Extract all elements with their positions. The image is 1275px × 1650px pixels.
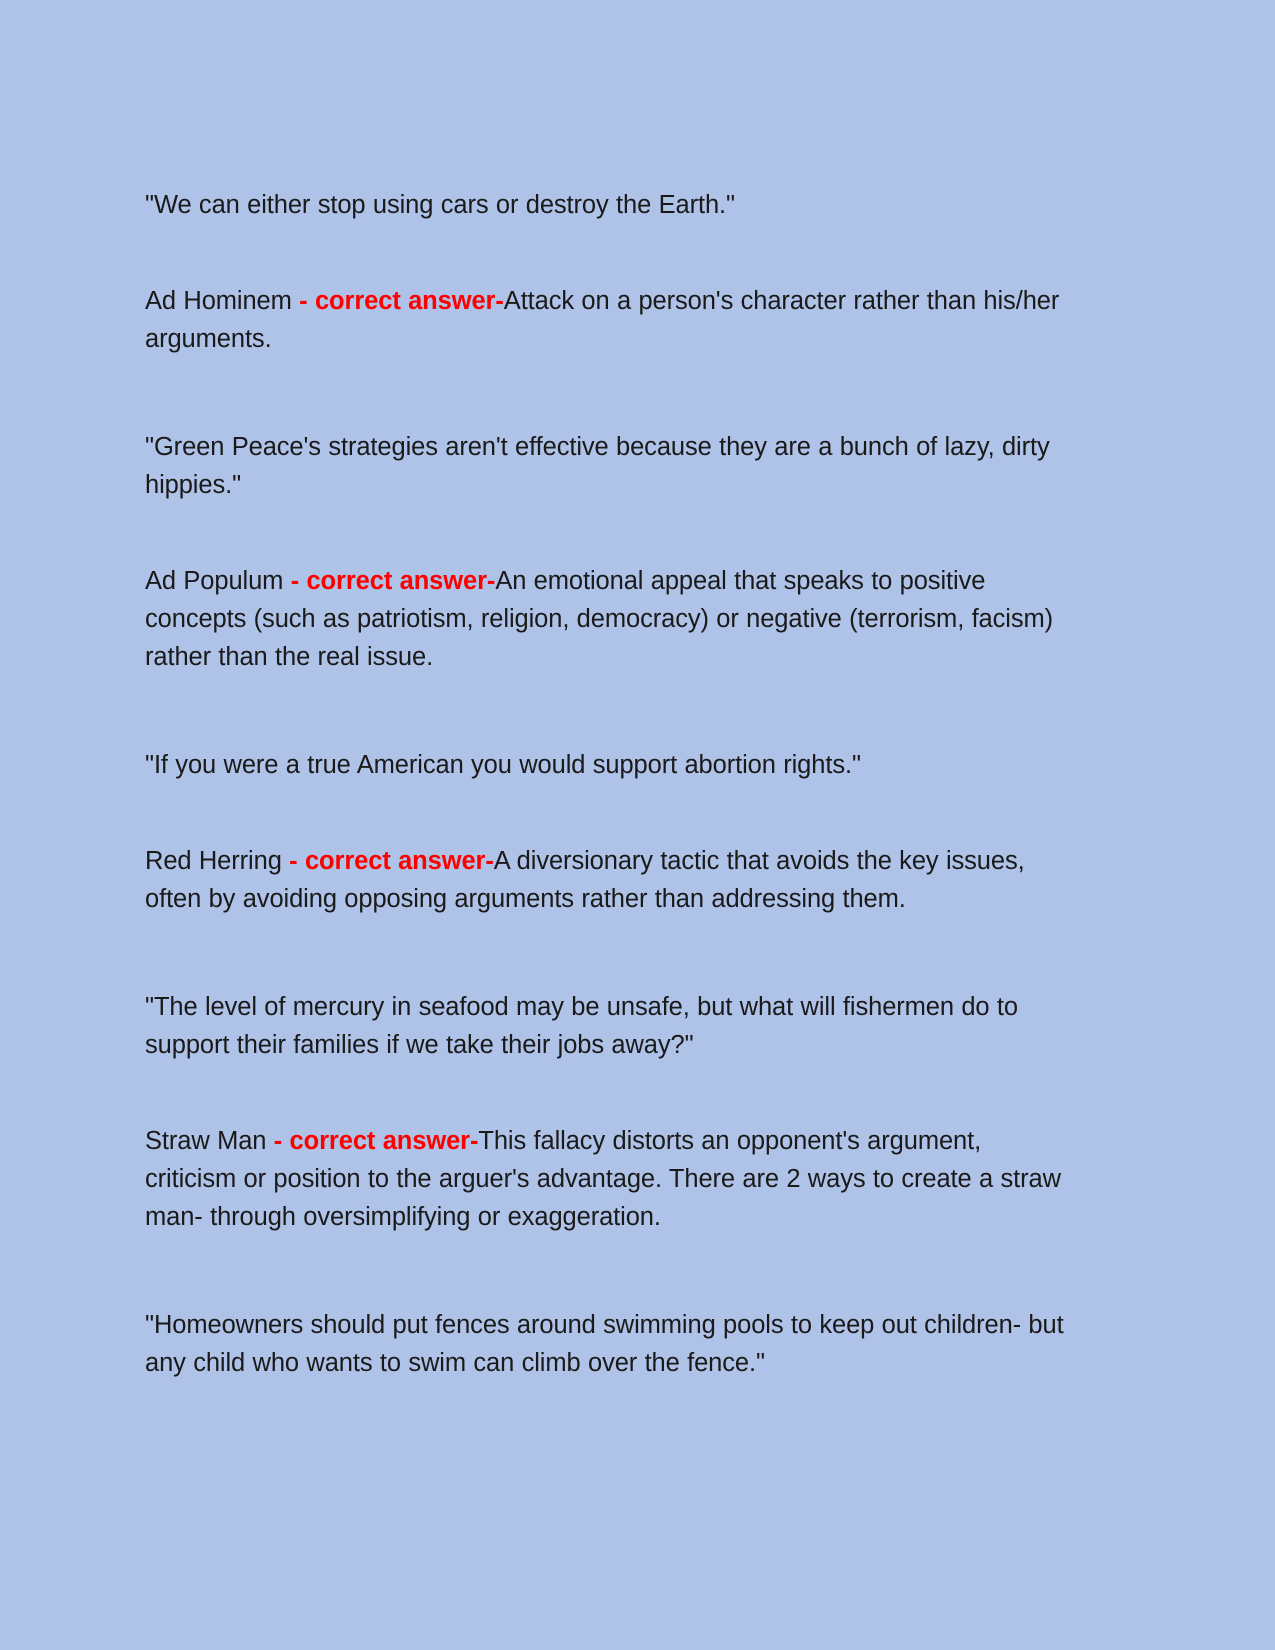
answer-entry <box>145 282 1070 358</box>
fallacy-term: Ad Hominem <box>145 287 300 315</box>
fallacy-term: Ad Populum <box>145 567 291 595</box>
fallacy-definition: Attack on a person's character rather than his/her arguments. <box>145 287 1060 353</box>
quote-text: "Homeowners should put fences around swimming pools to keep out children- but any child who wants to swim can climb over the fence." <box>145 1311 1064 1377</box>
correct-answer-marker: - correct answer- <box>273 1127 479 1155</box>
fallacy-definition: A diversionary tactic that avoids the key issues, often by avoiding opposing arguments rather than addressing them. <box>145 847 1025 913</box>
answer-entry <box>145 1122 1070 1236</box>
answer-entry <box>145 842 1070 918</box>
quote-text: "Green Peace's strategies aren't effective because they are a bunch of lazy, dirty hippies." <box>145 433 1050 499</box>
document-body <box>145 186 1070 1440</box>
correct-answer-marker: - correct answer- <box>290 567 496 595</box>
fallacy-definition: An emotional appeal that speaks to positive concepts (such as patriotism, religion, democracy) or negative (terrorism, facism) rather than the real issue. <box>145 567 1054 671</box>
fallacy-term: Red Herring <box>145 847 290 875</box>
quote-text: "If you were a true American you would support abortion rights." <box>145 751 861 779</box>
fallacy-definition: This fallacy distorts an opponent's argument, criticism or position to the arguer's advantage. There are 2 ways to create a straw man- through oversimplifying or exaggeration. <box>145 1127 1061 1231</box>
quote-text: "The level of mercury in seafood may be unsafe, but what will fishermen do to support their families if we take their jobs away?" <box>145 993 1018 1059</box>
correct-answer-marker: - correct answer- <box>299 287 504 315</box>
quote-text: "We can either stop using cars or destroy the Earth." <box>145 191 735 219</box>
fallacy-term: Straw Man <box>145 1127 274 1155</box>
correct-answer-marker: - correct answer- <box>289 847 494 875</box>
answer-entry <box>145 562 1070 676</box>
